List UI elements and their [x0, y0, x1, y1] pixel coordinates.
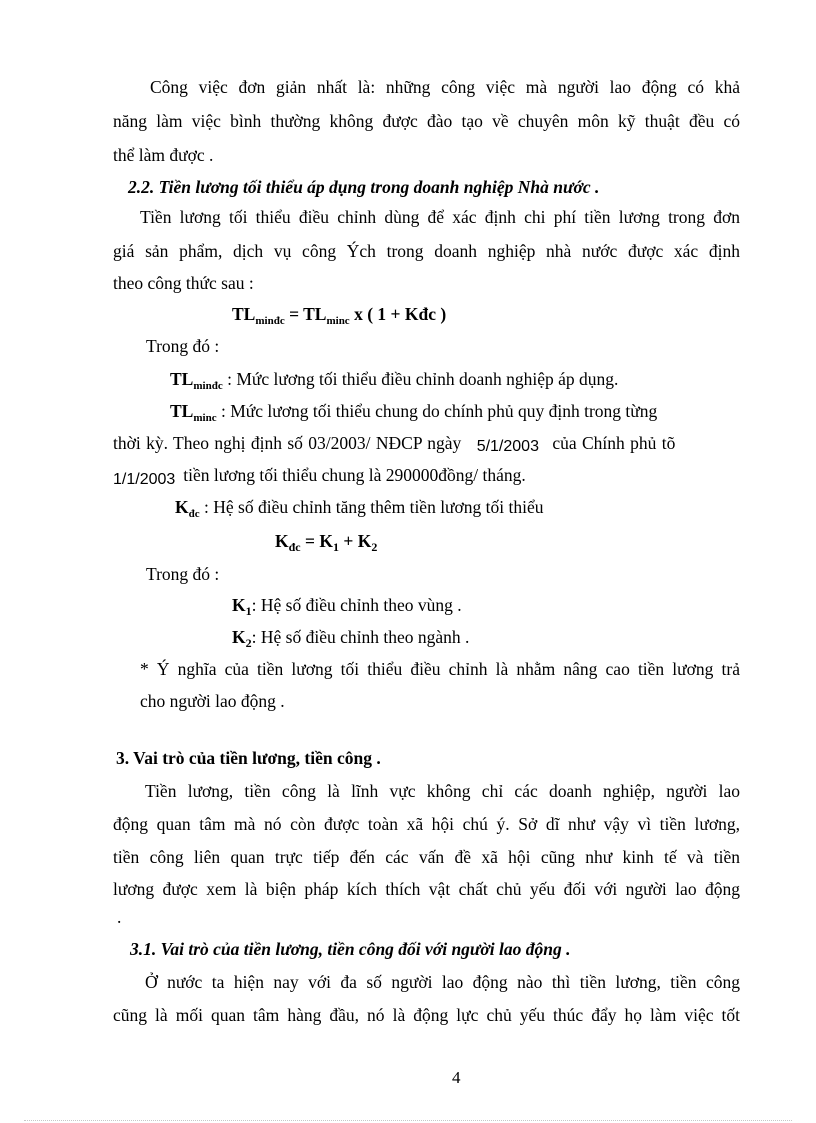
- formula-subscript: minđc: [255, 315, 285, 327]
- where-label: Trong đó :: [146, 564, 220, 584]
- coefficient-text: : Hệ số điều chỉnh theo ngành .: [251, 627, 470, 647]
- section-heading-3: 3. Vai trò của tiền lương, tiền công .: [116, 748, 381, 768]
- formula-subscript: 2: [371, 540, 378, 554]
- coefficient-subscript: 1: [245, 604, 252, 618]
- definition-text: : Mức lương tối thiểu điều chỉnh doanh nghiệp áp dụng.: [222, 369, 619, 389]
- formula-symbol: = TL: [284, 304, 327, 324]
- paragraph-line: tiền công liên quan trực tiếp đến các vấn đề xã hội cũng như kinh tế và tiền: [113, 847, 740, 867]
- definition-symbol: K: [175, 497, 189, 517]
- where-label: Trong đó :: [146, 336, 220, 356]
- formula-symbol: = K: [300, 531, 333, 551]
- paragraph-line: Ở nước ta hiện nay với đa số người lao động nào thì tiền lương, tiền công: [145, 972, 740, 992]
- formula-subscript: minc: [326, 315, 350, 327]
- date-text: 1/1/2003: [113, 471, 176, 488]
- note-line: * Ý nghĩa của tiền lương tối thiểu điều chỉnh là nhằm nâng cao tiền lương trả: [140, 659, 740, 679]
- coefficient-symbol: K: [232, 627, 246, 647]
- definition-line: [170, 368, 618, 397]
- formula-min-wage-adjusted: [232, 303, 446, 332]
- formula-symbol: TL: [232, 304, 256, 324]
- section-heading-3-1: 3.1. Vai trò của tiền lương, tiền công đối với người lao động .: [130, 939, 571, 959]
- coefficient-text: : Hệ số điều chỉnh theo vùng .: [251, 595, 462, 615]
- definition-line: [175, 496, 544, 525]
- paragraph-line: thể làm được .: [113, 145, 214, 165]
- paragraph-line: Công việc đơn giản nhất là: những công việc mà người lao động có khả: [150, 77, 740, 97]
- coefficient-k2-line: [232, 626, 469, 654]
- paragraph-line: .: [117, 907, 122, 927]
- definition-line: [170, 400, 657, 429]
- date-text: 5/1/2003: [476, 438, 539, 455]
- definition-subscript: minđc: [193, 380, 223, 392]
- paragraph-line: Tiền lương tối thiểu điều chỉnh dùng để xác định chi phí tiền lương trong đơn: [140, 207, 740, 227]
- definition-text: : Mức lương tối thiểu chung do chính phủ quy định trong từng: [216, 401, 658, 421]
- paragraph-line: lương được xem là biện pháp kích thích vật chất chủ yếu đối với người lao động: [113, 879, 740, 899]
- formula-text: x ( 1 + Kđc ): [349, 304, 447, 324]
- paragraph-line: Tiền lương, tiền công là lĩnh vực không chỉ các doanh nghiệp, người lao: [145, 781, 740, 801]
- coefficient-k1-line: [232, 594, 462, 622]
- paragraph-line: giá sản phẩm, dịch vụ công Ých trong doanh nghiệp nhà nước được xác định: [113, 241, 740, 261]
- coefficient-subscript: 2: [245, 636, 252, 650]
- paragraph-line: năng làm việc bình thường không được đào tạo về chuyên môn kỹ thuật đều có: [113, 111, 740, 131]
- paragraph-line: cũng là mối quan tâm hàng đầu, nó là động lực chủ yếu thúc đẩy họ làm việc tốt: [113, 1005, 740, 1025]
- definition-symbol: TL: [170, 401, 194, 421]
- formula-adjustment-coefficient: [275, 530, 377, 558]
- paragraph-line: động quan tâm mà nó còn được toàn xã hội chú ý. Sở dĩ như vậy vì tiền lương,: [113, 814, 740, 834]
- definition-text: tiền lương tối thiểu chung là 290000đồng/ tháng.: [183, 465, 526, 485]
- definition-text: thời kỳ. Theo nghị định số 03/2003/ NĐCP ngày: [113, 433, 462, 453]
- formula-symbol: K: [275, 531, 289, 551]
- note-line: cho người lao động .: [140, 691, 285, 711]
- definition-text: : Hệ số điều chỉnh tăng thêm tiền lương tối thiểu: [199, 497, 544, 517]
- formula-subscript: đc: [288, 540, 301, 554]
- paragraph-line: theo công thức sau :: [113, 273, 254, 293]
- definition-line: [113, 464, 526, 488]
- definition-symbol: TL: [170, 369, 194, 389]
- definition-line: [113, 432, 675, 456]
- definition-text: của Chính phủ tõ: [552, 433, 676, 453]
- page-number: 4: [452, 1068, 461, 1087]
- definition-subscript: minc: [193, 412, 217, 424]
- definition-subscript: đc: [188, 508, 200, 520]
- formula-symbol: + K: [338, 531, 372, 551]
- formula-subscript: 1: [332, 540, 339, 554]
- coefficient-symbol: K: [232, 595, 246, 615]
- section-heading-2-2: 2.2. Tiền lương tối thiểu áp dụng trong doanh nghiệp Nhà nước .: [128, 177, 600, 197]
- page-bottom-divider: [24, 1120, 792, 1121]
